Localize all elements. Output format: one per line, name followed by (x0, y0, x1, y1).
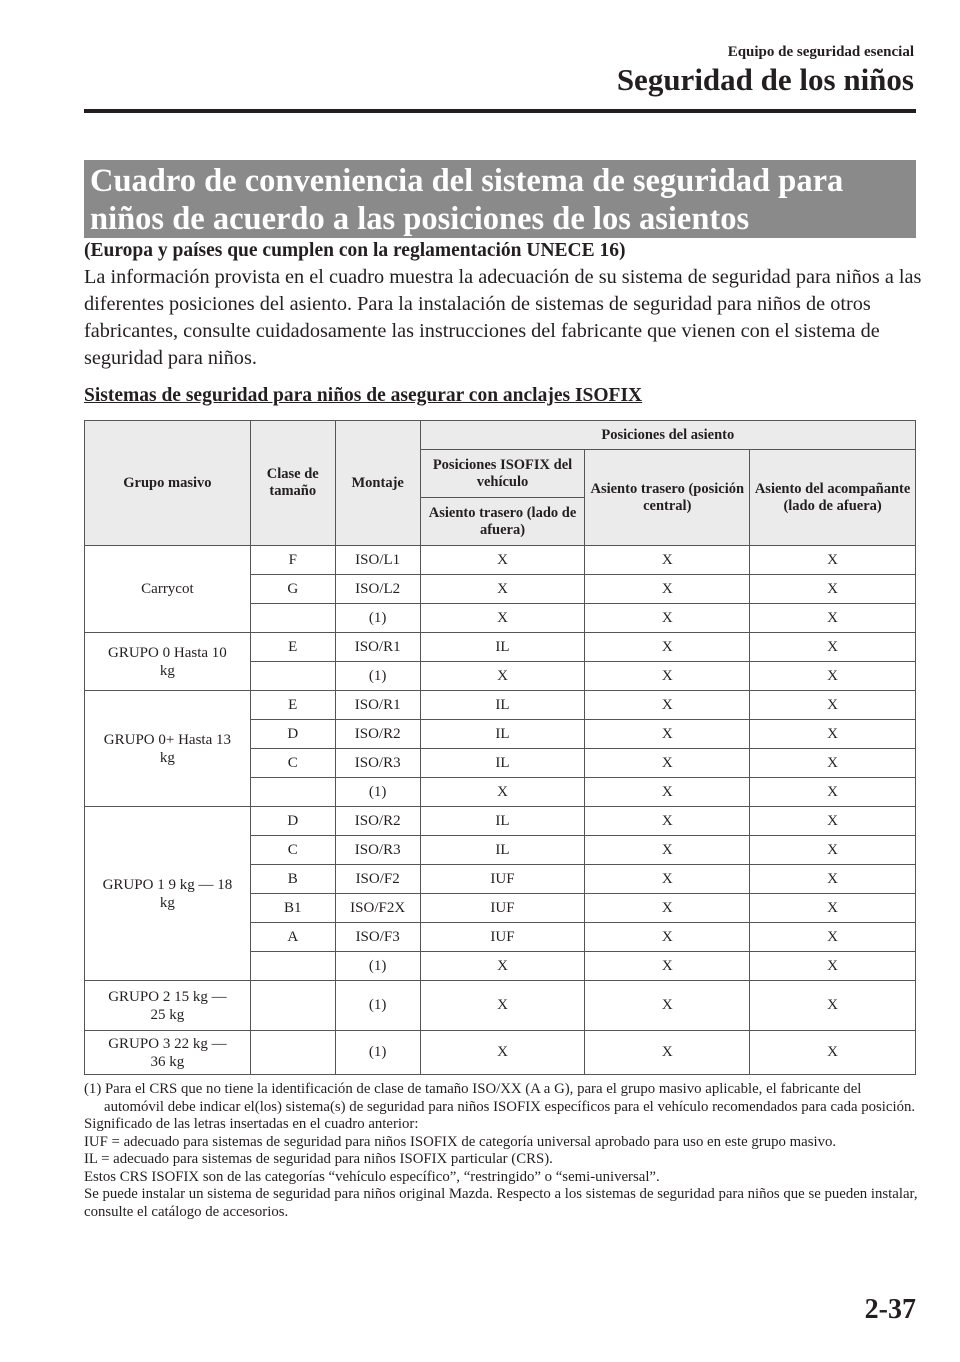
table-row (85, 981, 916, 1031)
rear-center-cell: X (585, 807, 750, 836)
front-passenger-cell: X (750, 749, 916, 778)
rear-outboard-cell: IL (420, 691, 585, 720)
fixture-cell: (1) (335, 662, 420, 691)
rear-center-cell: X (585, 778, 750, 807)
table-row (85, 807, 916, 836)
rear-outboard-cell: X (420, 952, 585, 981)
table-row (85, 1031, 916, 1075)
front-passenger-cell: X (750, 952, 916, 981)
group-cell: GRUPO 2 15 kg — 25 kg (85, 981, 251, 1031)
table-section-title: Sistemas de seguridad para niños de asegurar con anclajes ISOFIX (84, 385, 643, 406)
header-group: Grupo masivo (85, 421, 251, 546)
front-passenger-cell: X (750, 633, 916, 662)
fixture-cell: ISO/R3 (335, 836, 420, 865)
group-cell: GRUPO 0 Hasta 10 kg (85, 633, 251, 691)
rear-outboard-cell: IUF (420, 923, 585, 952)
fixture-cell: ISO/R3 (335, 749, 420, 778)
front-passenger-cell: X (750, 691, 916, 720)
subheading: (Europa y países que cumplen con la reglamentación UNECE 16) (84, 240, 626, 261)
fixture-cell: ISO/L2 (335, 575, 420, 604)
header-isofix-positions: Posiciones ISOFIX del vehículo (420, 450, 585, 498)
rear-outboard-cell: IUF (420, 894, 585, 923)
fixture-cell: (1) (335, 981, 420, 1031)
table-row (85, 633, 916, 662)
isofix-table (84, 420, 916, 1075)
front-passenger-cell: X (750, 778, 916, 807)
front-passenger-cell: X (750, 923, 916, 952)
table-row (85, 546, 916, 575)
fixture-cell: (1) (335, 604, 420, 633)
legend-intro: Significado de las letras insertadas en el cuadro anterior: (84, 1116, 419, 1132)
rear-center-cell: X (585, 894, 750, 923)
rear-center-cell: X (585, 662, 750, 691)
rear-outboard-cell: X (420, 604, 585, 633)
rear-center-cell: X (585, 952, 750, 981)
size-class-cell: C (250, 749, 335, 778)
fixture-cell: (1) (335, 1031, 420, 1075)
fixture-cell: ISO/R1 (335, 691, 420, 720)
rear-center-cell: X (585, 604, 750, 633)
front-passenger-cell: X (750, 807, 916, 836)
legend-il: IL = adecuado para sistemas de seguridad para niños ISOFIX particular (CRS). (84, 1151, 553, 1167)
front-passenger-cell: X (750, 1031, 916, 1075)
front-passenger-cell: X (750, 546, 916, 575)
rear-center-cell: X (585, 633, 750, 662)
size-class-cell (250, 778, 335, 807)
rear-center-cell: X (585, 923, 750, 952)
front-passenger-cell: X (750, 981, 916, 1031)
group-cell: GRUPO 1 9 kg — 18 kg (85, 807, 251, 981)
rear-outboard-cell: IL (420, 836, 585, 865)
rear-outboard-cell: IL (420, 720, 585, 749)
rear-outboard-cell: X (420, 1031, 585, 1075)
legend-iuf: IUF = adecuado para sistemas de seguridad para niños ISOFIX de categoría universal aprobado para uso en este grupo masivo. (84, 1133, 837, 1150)
mazda-note: Se puede instalar un sistema de seguridad para niños original Mazda. Respecto a los sistemas de seguridad para niños que se pueden instalar, consulte el catálogo de accesorios. (84, 1186, 918, 1220)
front-passenger-cell: X (750, 604, 916, 633)
rear-center-cell: X (585, 691, 750, 720)
size-class-cell: E (250, 691, 335, 720)
rear-center-cell: X (585, 749, 750, 778)
fixture-cell: ISO/L1 (335, 546, 420, 575)
footnotes (84, 1081, 920, 1221)
section-title-bar (84, 160, 916, 238)
front-passenger-cell: X (750, 836, 916, 865)
size-class-cell: G (250, 575, 335, 604)
size-class-cell: E (250, 633, 335, 662)
rear-outboard-cell: X (420, 662, 585, 691)
title-line-1: Cuadro de conveniencia del sistema de seguridad para (90, 163, 844, 199)
header-rule (84, 109, 916, 113)
size-class-cell: F (250, 546, 335, 575)
header-positions: Posiciones del asiento (420, 421, 915, 450)
intro-paragraph: La información provista en el cuadro muestra la adecuación de su sistema de seguridad para niños a las diferentes posiciones del asiento. Para la instalación de sistemas de seguridad para niños de otros fabricantes, consulte cuidadosamente las instrucciones del fabricante que vienen con el sistema de seguridad para niños. (84, 266, 922, 369)
fixture-cell: ISO/R1 (335, 633, 420, 662)
fixture-cell: ISO/F2 (335, 865, 420, 894)
footnote-1: (1) Para el CRS que no tiene la identificación de clase de tamaño ISO/XX (A a G), para el grupo masivo aplicable, el fabricante del automóvil debe indicar el(los) sistema(s) de seguridad para niños ISOFIX específicos para el vehículo recomendados para cada posición. (84, 1081, 916, 1115)
rear-outboard-cell: IL (420, 633, 585, 662)
group-cell: Carrycot (85, 546, 251, 633)
rear-outboard-cell: X (420, 981, 585, 1031)
size-class-cell (250, 952, 335, 981)
rear-outboard-cell: X (420, 778, 585, 807)
size-class-cell: B (250, 865, 335, 894)
rear-center-cell: X (585, 575, 750, 604)
rear-outboard-cell: IL (420, 749, 585, 778)
size-class-cell (250, 1031, 335, 1075)
size-class-cell (250, 981, 335, 1031)
header-rear-outboard: Asiento trasero (lado de afuera) (420, 498, 585, 546)
fixture-cell: (1) (335, 778, 420, 807)
rear-center-cell: X (585, 836, 750, 865)
front-passenger-cell: X (750, 662, 916, 691)
fixture-cell: ISO/R2 (335, 807, 420, 836)
rear-center-cell: X (585, 546, 750, 575)
size-class-cell: D (250, 720, 335, 749)
rear-center-cell: X (585, 720, 750, 749)
fixture-cell: (1) (335, 952, 420, 981)
rear-outboard-cell: X (420, 575, 585, 604)
running-header-title: Seguridad de los niños (616, 62, 914, 97)
fixture-cell: ISO/R2 (335, 720, 420, 749)
header-front-passenger: Asiento del acompañante (lado de afuera) (750, 450, 916, 546)
front-passenger-cell: X (750, 865, 916, 894)
fixture-cell: ISO/F3 (335, 923, 420, 952)
front-passenger-cell: X (750, 894, 916, 923)
header-size-class: Clase de tamaño (250, 421, 335, 546)
page-number: 2-37 (864, 1294, 916, 1325)
rear-center-cell: X (585, 1031, 750, 1075)
rear-outboard-cell: X (420, 546, 585, 575)
table-row (85, 691, 916, 720)
size-class-cell (250, 604, 335, 633)
fixture-cell: ISO/F2X (335, 894, 420, 923)
size-class-cell: C (250, 836, 335, 865)
size-class-cell (250, 662, 335, 691)
group-cell: GRUPO 0+ Hasta 13 kg (85, 691, 251, 807)
legend-categories: Estos CRS ISOFIX son de las categorías “vehículo específico”, “restringido” o “semi-universal”. (84, 1168, 660, 1185)
header-rear-center: Asiento trasero (posición central) (585, 450, 750, 546)
rear-outboard-cell: IUF (420, 865, 585, 894)
rear-center-cell: X (585, 981, 750, 1031)
header-fixture: Montaje (335, 421, 420, 546)
title-line-2: niños de acuerdo a las posiciones de los asientos (90, 201, 750, 237)
front-passenger-cell: X (750, 720, 916, 749)
group-cell: GRUPO 3 22 kg — 36 kg (85, 1031, 251, 1075)
running-header-section: Equipo de seguridad esencial (727, 44, 914, 60)
size-class-cell: B1 (250, 894, 335, 923)
rear-center-cell: X (585, 865, 750, 894)
size-class-cell: A (250, 923, 335, 952)
front-passenger-cell: X (750, 575, 916, 604)
size-class-cell: D (250, 807, 335, 836)
rear-outboard-cell: IL (420, 807, 585, 836)
